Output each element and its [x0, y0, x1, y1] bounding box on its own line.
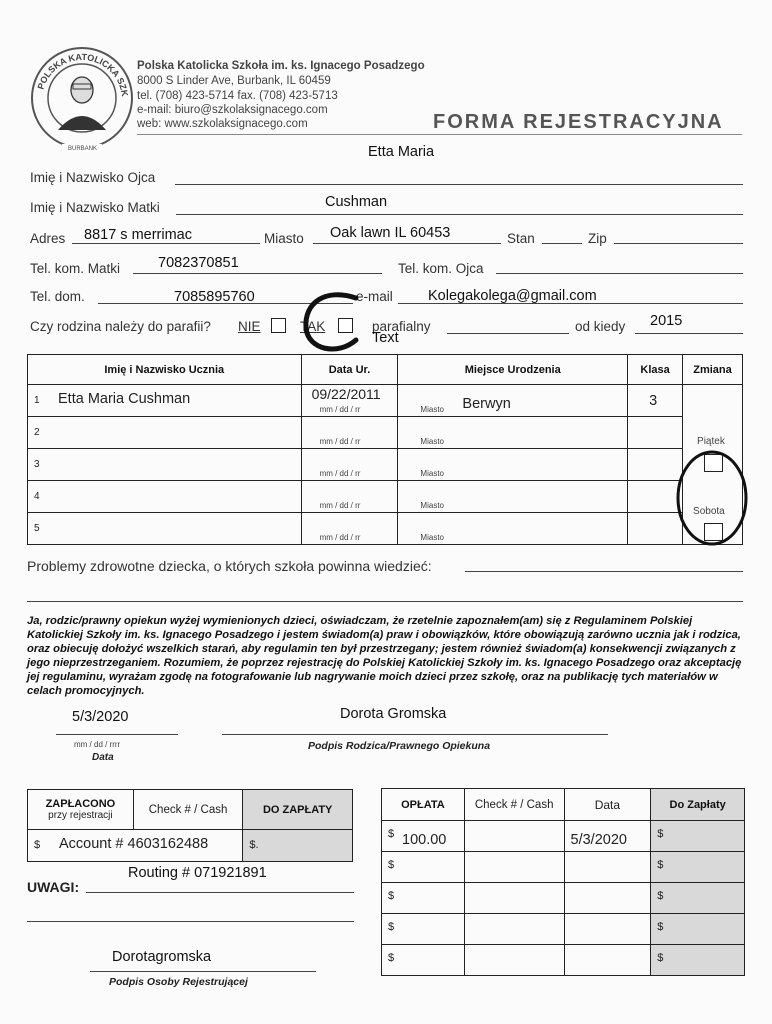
father-value[interactable]: Etta Maria: [368, 144, 435, 160]
table-row: [28, 481, 743, 513]
fee-header-check: Check # / Cash: [464, 789, 564, 821]
col-header-dob: Data Ur.: [301, 355, 398, 385]
parish-value[interactable]: Text: [372, 330, 399, 346]
row-number: 3: [34, 459, 40, 470]
city-hint: Miasto: [420, 533, 444, 542]
signature-date-line: [56, 734, 178, 735]
table-row: [28, 385, 743, 417]
student-name[interactable]: Etta Maria Cushman: [58, 391, 191, 407]
paid-check-header: Check # / Cash: [133, 790, 243, 830]
school-phone: tel. (708) 423-5714 fax. (708) 423-5713: [137, 90, 338, 102]
routing-value[interactable]: Routing # 071921891: [128, 865, 267, 881]
registrar-signature-label: Podpis Osoby Rejestrującej: [109, 976, 248, 988]
address-line: [72, 243, 260, 244]
fee-header-date: Data: [564, 789, 651, 821]
father-phone-label: Tel. kom. Ojca: [398, 261, 484, 276]
col-header-grade: Klasa: [628, 355, 683, 385]
zip-line: [614, 243, 743, 244]
email-value[interactable]: Kolegakolega@gmail.com: [428, 288, 597, 304]
state-line: [542, 243, 582, 244]
dob-hint: mm / dd / rr: [319, 469, 361, 478]
school-email: e-mail: biuro@szkolaksignacego.com: [137, 104, 328, 116]
city-label: Miasto: [264, 231, 304, 246]
hand-circle-tak: [296, 290, 376, 360]
tak-label: TAK: [300, 319, 326, 334]
address-label: Adres: [30, 231, 66, 246]
mother-phone-value[interactable]: 7082370851: [158, 255, 239, 271]
row-number: 4: [34, 491, 40, 502]
parent-signature-value[interactable]: Dorota Gromska: [340, 706, 447, 722]
health-line-1: [465, 571, 743, 572]
students-table: [27, 354, 743, 545]
parent-signature-line: [222, 734, 608, 735]
zip-label: Zip: [588, 231, 607, 246]
fee-dollar: $: [388, 828, 395, 840]
mother-phone-label: Tel. kom. Matki: [30, 261, 121, 276]
email-label: e-mail: [356, 289, 393, 304]
parish-line: [447, 333, 569, 334]
city-hint: Miasto: [420, 501, 444, 510]
fee-dollar: $: [388, 859, 395, 871]
dob-hint: mm / dd / rr: [319, 405, 361, 414]
table-row: [382, 883, 745, 914]
table-row: [382, 821, 745, 852]
fee-header-due: Do Zapłaty: [651, 789, 745, 821]
hand-circle-saturday: [672, 448, 752, 550]
mother-phone-line: [133, 273, 382, 274]
city-hint: Miasto: [420, 437, 444, 446]
since-label: od kiedy: [575, 319, 626, 334]
declaration-text: Ja, rodzic/prawny opiekun wyżej wymienionych dzieci, oświadczam, że rzetelnie zapoznałem(am) się z Regulaminem Polskiej Katolickiej Szkoły im. ks. Ignacego Posadzego i jestem świadom(a) praw i obowiązków, które obowiązują zarówno ucznia jak i rodzica, oraz obiecuję dołożyć wszelkich starań, aby regulamin ten był przestrzegany; jestem również świadom(a) konsekwencji związanych z jego nieprzestrzeganiem. Rozumiem, że poprzez rejestrację do Polskiej Katolickiej Szkoły im. ks. Ignacego Posadzego oraz akceptację jej regulaminu, wyrażam zgodę na fotografowanie lub nagrywanie moich dzieci przez szkołę, oraz na publikację tych materiałów w celach promocyjnych.: [27, 615, 742, 697]
table-row: [382, 945, 745, 976]
dob-hint: mm / dd / rr: [319, 501, 361, 510]
table-row: [382, 914, 745, 945]
fee-due-dollar: $: [657, 952, 664, 964]
school-logo: [28, 44, 136, 152]
city-value[interactable]: Oak lawn IL 60453: [330, 225, 451, 241]
parish-question: Czy rodzina należy do parafii?: [30, 319, 211, 334]
fee-dollar: $: [388, 890, 395, 902]
col-header-place: Miejsce Urodzenia: [398, 355, 628, 385]
svg-text:POLSKA KATOLICKA SZKOŁA: POLSKA KATOLICKA SZK: [35, 51, 130, 98]
paid-subtitle: przy rejestracji: [48, 809, 113, 821]
mother-label: Imię i Nazwisko Matki: [30, 200, 160, 215]
parish-label: parafialny: [372, 319, 431, 334]
student-dob[interactable]: 09/22/2011: [311, 386, 381, 402]
shift-friday-label: Piątek: [697, 436, 725, 447]
school-name: Polska Katolicka Szkoła im. ks. Ignacego Posadzego: [137, 60, 425, 72]
col-header-shift: Zmiana: [683, 355, 743, 385]
parent-signature-label: Podpis Rodzica/Prawnego Opiekuna: [308, 740, 491, 752]
state-label: Stan: [507, 231, 535, 246]
mother-value[interactable]: Cushman: [325, 194, 388, 210]
fee-dollar: $: [388, 921, 395, 933]
mother-line: [176, 214, 743, 215]
health-line-2: [27, 601, 743, 602]
father-phone-line: [496, 273, 743, 274]
form-title: FORMA REJESTRACYJNA: [433, 111, 724, 133]
home-phone-value[interactable]: 7085895760: [174, 289, 255, 305]
email-line: [398, 303, 743, 304]
father-label: Imię i Nazwisko Ojca: [30, 170, 156, 185]
since-line: [635, 333, 743, 334]
dob-hint: mm / dd / rr: [319, 533, 361, 542]
row-number: 1: [34, 395, 40, 406]
school-address: 8000 S Linder Ave, Burbank, IL 60459: [137, 75, 331, 87]
city-line: [313, 243, 501, 244]
city-hint: Miasto: [420, 405, 444, 414]
title-underline: [137, 134, 742, 135]
fee-header-fee: OPŁATA: [382, 789, 465, 821]
table-row: [382, 852, 745, 883]
since-value[interactable]: 2015: [650, 313, 683, 329]
school-web: web: www.szkolaksignacego.com: [137, 118, 308, 130]
fee-due-dollar: $: [657, 828, 664, 840]
fee-date-value[interactable]: 5/3/2020: [570, 832, 627, 848]
paid-dollar: $: [34, 839, 41, 851]
logo-bottom-text: BURBANK: [68, 146, 98, 152]
dob-hint: mm / dd / rr: [319, 437, 361, 446]
row-number: 2: [34, 427, 40, 438]
paid-box: [27, 789, 353, 862]
row-number: 5: [34, 523, 40, 534]
nie-label: NIE: [238, 319, 261, 334]
home-phone-label: Tel. dom.: [30, 289, 85, 304]
student-grade[interactable]: 3: [649, 393, 658, 409]
health-label: Problemy zdrowotne dziecka, o których szkoła powinna wiedzieć:: [27, 558, 432, 574]
notes-line-1: [86, 892, 354, 893]
fee-dollar: $: [388, 952, 395, 964]
paid-title: ZAPŁACONO: [45, 797, 116, 810]
paid-due-header: DO ZAPŁATY: [243, 790, 353, 830]
city-hint: Miasto: [420, 469, 444, 478]
registrar-signature-line: [90, 971, 316, 972]
fee-due-dollar: $: [657, 921, 664, 933]
table-row: [28, 513, 743, 545]
father-line: [175, 184, 743, 185]
table-row: [28, 417, 743, 449]
fee-value[interactable]: 100.00: [402, 832, 447, 848]
shift-saturday-label: Sobota: [693, 506, 725, 517]
paid-due-value[interactable]: $.: [249, 839, 259, 851]
address-value[interactable]: 8817 s merrimac: [84, 227, 192, 243]
signature-date-label: Data: [92, 752, 114, 763]
col-header-name: Imię i Nazwisko Ucznia: [28, 355, 302, 385]
paid-account-value[interactable]: Account # 4603162488: [59, 836, 209, 852]
signature-date-hint: mm / dd / rrrr: [74, 740, 121, 749]
nie-checkbox[interactable]: [271, 318, 286, 333]
student-place[interactable]: Berwyn: [462, 396, 511, 412]
fee-table: [381, 788, 745, 976]
fee-due-dollar: $: [657, 890, 664, 902]
fee-due-dollar: $: [657, 859, 664, 871]
notes-line-2: [27, 921, 354, 922]
notes-label: UWAGI:: [27, 879, 80, 895]
signature-date-value[interactable]: 5/3/2020: [72, 709, 129, 725]
table-row: [28, 449, 743, 481]
registrar-signature-value[interactable]: Dorotagromska: [112, 949, 212, 965]
